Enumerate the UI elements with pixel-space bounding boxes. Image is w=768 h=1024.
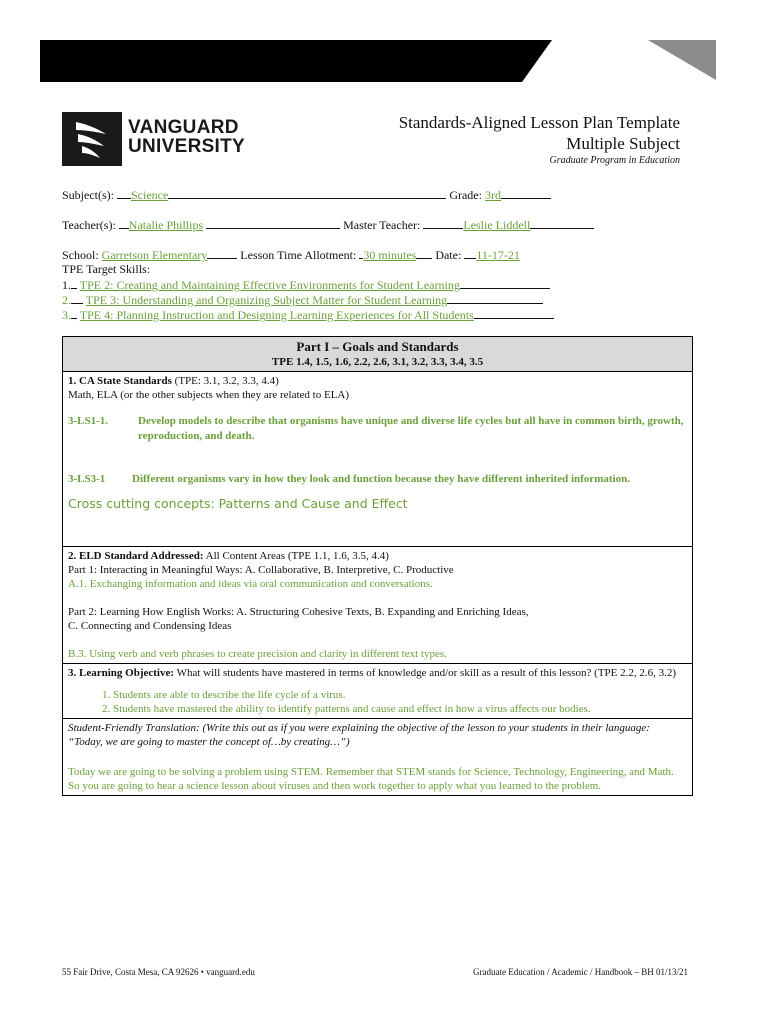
document-title: [399, 112, 680, 154]
eld-part1: Part 1: Interacting in Meaningful Ways: A. Collaborative, B. Interpretive, C. Productive: [68, 564, 454, 576]
eld-part2-b: C. Connecting and Condensing Ideas: [68, 620, 232, 632]
objective-item: 2. Students have mastered the ability to identify patterns and cause and effect in how a virus affects our bodies.: [113, 702, 687, 716]
wordmark-line2: UNIVERSITY: [128, 136, 246, 157]
eld-b3: B.3. Using verb and verb phrases to create precision and clarity in different text types.: [68, 648, 447, 660]
sft-prompt: (Write this out as if you were explaining the objective of the lesson to your students in their language: “Today, we are going to master the concept of…by creating…”): [68, 722, 650, 748]
tpe-skill-3-text: TPE 4: Planning Instruction and Designing Learning Experiences for All Students: [79, 308, 474, 322]
ca-state-standards-cell[interactable]: [63, 372, 693, 547]
crosscutting-concepts: Cross cutting concepts: Patterns and Cause and Effect: [68, 496, 408, 511]
standard-1-text: Develop models to describe that organisms have unique and diverse life cycles but all have in common birth, growth, reproduction, and death.: [138, 415, 684, 442]
learning-objective-prompt: What will students have mastered in terms of knowledge and/or skill as a result of this lesson? (TPE 2.2, 2.6, 3.2): [174, 667, 677, 679]
tpe-skill-2[interactable]: [62, 292, 543, 308]
standard-3-ls1-1: [68, 414, 687, 444]
date-label: Date:: [435, 248, 462, 262]
eld-a1: A.1. Exchanging information and ideas via oral communication and conversations.: [68, 578, 433, 590]
eld-standard-cell[interactable]: [63, 547, 693, 664]
document-subtitle: Graduate Program in Education: [549, 155, 680, 166]
teacher-label: Teacher(s):: [62, 218, 116, 232]
standard-2-code: 3-LS3-1: [68, 473, 106, 485]
standard-3-ls3-1: [68, 472, 687, 487]
allotment-label: Lesson Time Allotment:: [240, 248, 357, 262]
eld-heading-rest: All Content Areas (TPE 1.1, 1.6, 3.5, 4.4): [203, 550, 389, 562]
footer-document-id: Graduate Education / Academic / Handbook – BH 01/13/21: [473, 967, 688, 977]
student-friendly-translation-cell[interactable]: [63, 719, 693, 796]
subject-label: Subject(s):: [62, 188, 114, 202]
tpe-skill-2-num: 2.: [62, 293, 71, 307]
date-value[interactable]: 11-17-21: [476, 248, 520, 262]
ca-standards-tpe: (TPE: 3.1, 3.2, 3.3, 4.4): [171, 375, 279, 387]
master-teacher-value[interactable]: Leslie Liddell: [463, 218, 531, 232]
part1-title: Part I – Goals and Standards: [296, 339, 459, 354]
sft-text: Today we are going to be solving a problem using STEM. Remember that STEM stands for Science, Technology, Engineering, and Math. So you are going to hear a science lesson about viruses and then work together to apply what you learned to the problem.: [68, 766, 674, 792]
tpe-skill-1[interactable]: [62, 277, 550, 293]
title-line2: Multiple Subject: [566, 134, 680, 153]
title-line1: Standards-Aligned Lesson Plan Template: [398, 113, 680, 132]
eld-part2-a: Part 2: Learning How English Works: A. Structuring Cohesive Texts, B. Expanding and Enriching Ideas,: [68, 606, 529, 618]
tpe-target-label: TPE Target Skills:: [62, 262, 151, 276]
ca-standards-note: Math, ELA (or the other subjects when they are related to ELA): [68, 389, 350, 401]
tpe-skill-2-text: TPE 3: Understanding and Organizing Subject Matter for Student Learning: [85, 293, 448, 307]
grade-value[interactable]: 3rd: [484, 188, 501, 202]
master-teacher-label: Master Teacher:: [343, 218, 421, 232]
standard-1-code: 3-LS1-1.: [68, 415, 109, 427]
school-row: [62, 247, 520, 263]
learning-objective-heading: 3. Learning Objective:: [68, 667, 175, 679]
subject-value[interactable]: Science: [131, 188, 169, 202]
grade-label: Grade:: [449, 188, 482, 202]
standard-2-text: Different organisms vary in how they look and function because they have different inherited information.: [132, 473, 630, 485]
wordmark-line1: VANGUARD: [128, 117, 239, 138]
ca-standards-heading: 1. CA State Standards: [68, 375, 172, 387]
part1-header: [63, 337, 693, 372]
part1-tpe: TPE 1.4, 1.5, 1.6, 2.2, 2.6, 3.1, 3.2, 3.3, 3.4, 3.5: [271, 356, 484, 368]
top-banner-bar: [40, 40, 522, 82]
school-label: School:: [62, 248, 99, 262]
subject-grade-row: [62, 187, 551, 203]
school-value[interactable]: Garretson Elementary: [101, 248, 208, 262]
allotment-value[interactable]: 30 minutes: [363, 248, 417, 262]
teacher-value[interactable]: Natalie Phillips: [128, 218, 204, 232]
sft-heading: Student-Friendly Translation:: [68, 722, 200, 734]
footer-address: 55 Fair Drive, Costa Mesa, CA 92626 • vanguard.edu: [62, 967, 255, 977]
tpe-skill-1-num: 1.: [62, 278, 71, 292]
goals-standards-table: [62, 336, 693, 796]
learning-objective-cell[interactable]: [63, 664, 693, 719]
tpe-skill-1-text: TPE 2: Creating and Maintaining Effective Environments for Student Learning: [79, 278, 460, 292]
corner-triangle-decoration: [648, 40, 716, 80]
tpe-skill-3-num: 3.: [62, 308, 71, 322]
university-wordmark: [128, 118, 245, 156]
vanguard-logo-icon: [62, 112, 122, 166]
eld-heading: 2. ELD Standard Addressed:: [68, 550, 204, 562]
tpe-skill-3[interactable]: [62, 307, 554, 323]
objective-item: 1. Students are able to describe the life cycle of a virus.: [113, 688, 687, 702]
teacher-row: [62, 217, 594, 233]
objective-list: [68, 688, 687, 716]
